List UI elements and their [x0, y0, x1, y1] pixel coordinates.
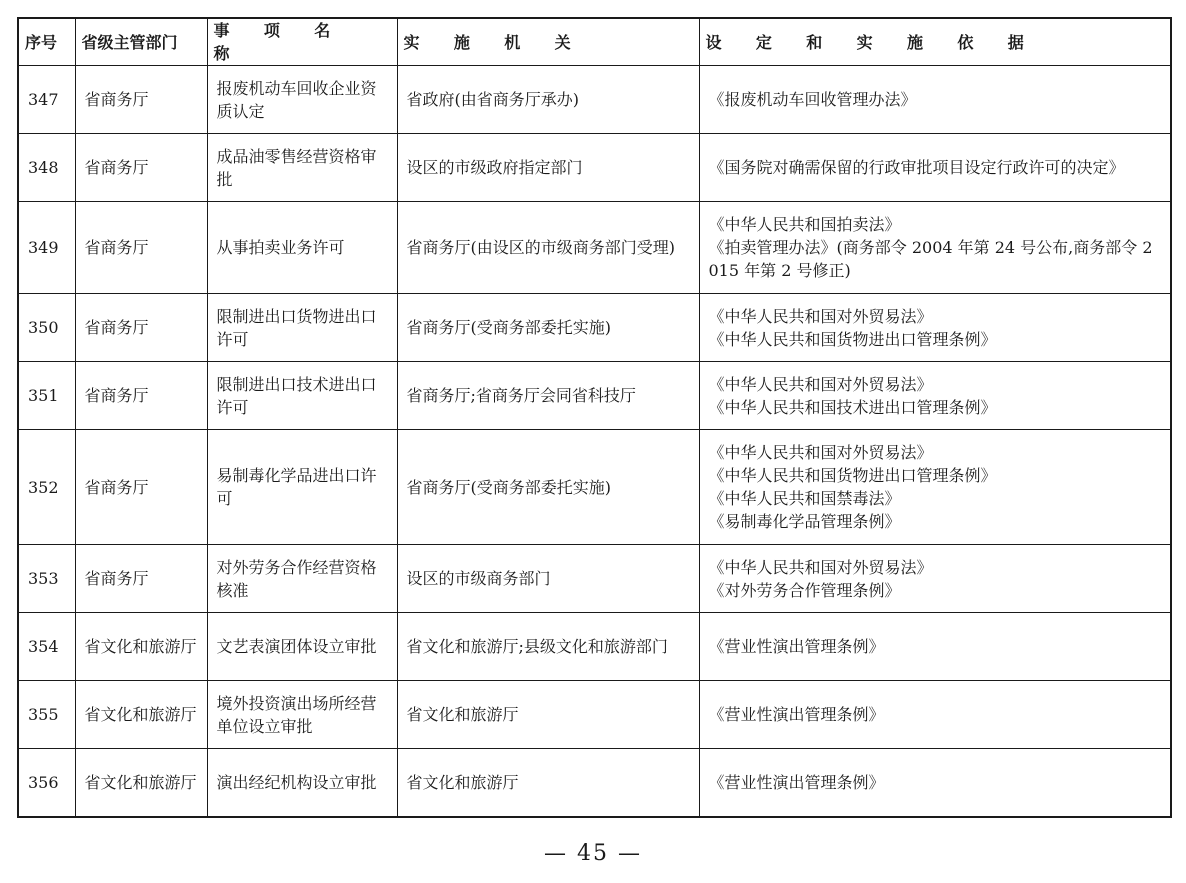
row-basis [699, 66, 1171, 134]
row-number: 356 [18, 749, 75, 817]
basis-line: 《营业性演出管理条例》 [708, 772, 885, 792]
basis-line: 《中华人民共和国货物进出口管理条例》 [708, 466, 997, 485]
row-number: 352 [18, 430, 75, 545]
basis-line: 《拍卖管理办法》(商务部令 2004 年第 24 号公布,商务部令 2015 年第 2 号修正) [708, 238, 1153, 280]
row-department: 省文化和旅游厅 [75, 613, 207, 681]
header-number: 序号 [18, 18, 75, 66]
row-department: 省商务厅 [75, 362, 207, 430]
row-basis [699, 613, 1171, 681]
row-department: 省商务厅 [75, 294, 207, 362]
basis-line: 《营业性演出管理条例》 [708, 705, 885, 724]
row-basis [699, 202, 1171, 294]
table-header-row [18, 18, 1171, 66]
basis-line: 《国务院对确需保留的行政审批项目设定行政许可的决定》 [708, 158, 1125, 177]
row-basis [699, 134, 1171, 202]
row-basis [699, 362, 1171, 430]
table-row [18, 202, 1171, 294]
table-row [18, 613, 1171, 681]
row-item-name: 限制进出口货物进出口许可 [207, 294, 397, 362]
row-agency: 省商务厅(受商务部委托实施) [397, 430, 699, 545]
row-number: 349 [18, 202, 75, 294]
row-number: 355 [18, 681, 75, 749]
basis-line: 《营业性演出管理条例》 [708, 637, 885, 656]
row-number: 354 [18, 613, 75, 681]
row-agency: 省文化和旅游厅 [397, 749, 699, 817]
row-number: 347 [18, 66, 75, 134]
permit-items-table [17, 17, 1172, 818]
basis-line: 《报废机动车回收管理办法》 [708, 90, 917, 109]
row-item-name: 报废机动车回收企业资质认定 [207, 66, 397, 134]
basis-line: 《中华人民共和国技术进出口管理条例》 [708, 397, 997, 417]
row-basis [699, 430, 1171, 545]
row-department: 省文化和旅游厅 [75, 681, 207, 749]
row-department: 省商务厅 [75, 66, 207, 134]
basis-line: 《中华人民共和国对外贸易法》 [708, 557, 933, 577]
row-agency: 省商务厅(由设区的市级商务部门受理) [397, 202, 699, 294]
row-basis [699, 545, 1171, 613]
row-department: 省商务厅 [75, 202, 207, 294]
row-basis [699, 294, 1171, 362]
page-number: — 45 — [544, 841, 642, 866]
row-agency: 省政府(由省商务厅承办) [397, 66, 699, 134]
header-item-name: 事 项 名 称 [207, 18, 397, 66]
header-department: 省级主管部门 [75, 18, 207, 66]
basis-line: 《中华人民共和国对外贸易法》 [708, 374, 933, 394]
table-row [18, 294, 1171, 362]
row-number: 353 [18, 545, 75, 613]
table-row [18, 681, 1171, 749]
basis-line: 《中华人民共和国对外贸易法》 [708, 306, 933, 326]
basis-line: 《中华人民共和国对外贸易法》 [708, 443, 933, 462]
basis-line: 《中华人民共和国禁毒法》 [708, 489, 901, 508]
row-item-name: 成品油零售经营资格审批 [207, 134, 397, 202]
row-item-name: 限制进出口技术进出口许可 [207, 362, 397, 430]
row-item-name: 从事拍卖业务许可 [207, 202, 397, 294]
table-row [18, 362, 1171, 430]
row-agency: 省文化和旅游厅 [397, 681, 699, 749]
row-agency: 省文化和旅游厅;县级文化和旅游部门 [397, 613, 699, 681]
row-item-name: 文艺表演团体设立审批 [207, 613, 397, 681]
basis-line: 《中华人民共和国拍卖法》 [708, 215, 901, 234]
header-basis: 设 定 和 实 施 依 据 [699, 18, 1171, 66]
table-row [18, 749, 1171, 817]
row-agency: 设区的市级商务部门 [397, 545, 699, 613]
basis-line: 《中华人民共和国货物进出口管理条例》 [708, 329, 997, 349]
row-agency: 设区的市级政府指定部门 [397, 134, 699, 202]
row-number: 350 [18, 294, 75, 362]
row-department: 省商务厅 [75, 545, 207, 613]
table-row [18, 66, 1171, 134]
row-department: 省商务厅 [75, 134, 207, 202]
row-basis [699, 749, 1171, 817]
row-item-name: 境外投资演出场所经营单位设立审批 [207, 681, 397, 749]
row-number: 351 [18, 362, 75, 430]
row-item-name: 易制毒化学品进出口许可 [207, 430, 397, 545]
table-body [18, 66, 1171, 817]
table-row [18, 545, 1171, 613]
table-row [18, 134, 1171, 202]
header-agency: 实 施 机 关 [397, 18, 699, 66]
row-item-name: 对外劳务合作经营资格核准 [207, 545, 397, 613]
basis-line: 《易制毒化学品管理条例》 [708, 512, 901, 531]
row-basis [699, 681, 1171, 749]
row-agency: 省商务厅(受商务部委托实施) [397, 294, 699, 362]
row-number: 348 [18, 134, 75, 202]
row-item-name: 演出经纪机构设立审批 [207, 749, 397, 817]
row-agency: 省商务厅;省商务厅会同省科技厅 [397, 362, 699, 430]
row-department: 省文化和旅游厅 [75, 749, 207, 817]
basis-line: 《对外劳务合作管理条例》 [708, 580, 901, 600]
row-department: 省商务厅 [75, 430, 207, 545]
table-row [18, 430, 1171, 545]
